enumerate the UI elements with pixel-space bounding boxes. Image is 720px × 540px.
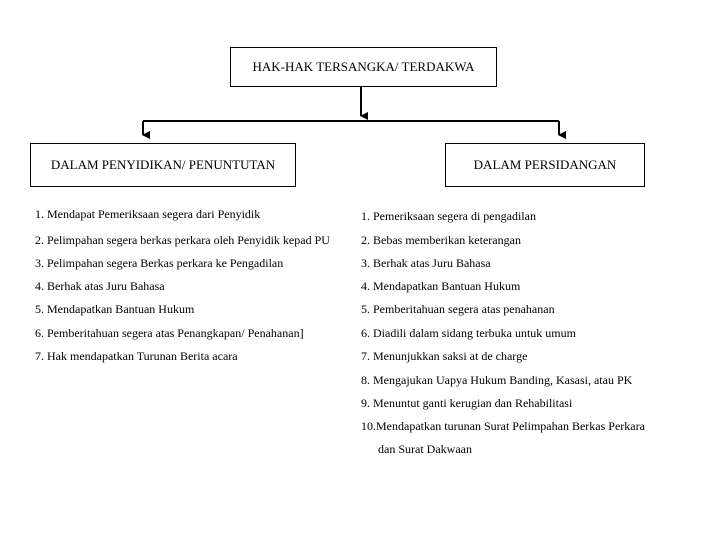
list-item-continuation: dan Surat Dakwaan xyxy=(378,442,472,456)
list-item: 6. Diadili dalam sidang terbuka untuk umum xyxy=(361,326,576,340)
list-item: 3. Berhak atas Juru Bahasa xyxy=(361,256,491,270)
list-item: 4. Mendapatkan Bantuan Hukum xyxy=(361,279,521,293)
list-item: 1. Pemeriksaan segera di pengadilan xyxy=(361,209,536,223)
list-item: 8. Mengajukan Uapya Hukum Banding, Kasasi, atau PK xyxy=(361,373,633,387)
left-branch-node xyxy=(30,143,296,187)
right-branch-node xyxy=(445,143,645,187)
list-item: 3. Pelimpahan segera Berkas perkara ke Pengadilan xyxy=(35,256,284,270)
list-item: 2. Bebas memberikan keterangan xyxy=(361,233,521,247)
root-node-label: HAK-HAK TERSANGKA/ TERDAKWA xyxy=(252,59,475,74)
list-item: 9. Menuntut ganti kerugian dan Rehabilitasi xyxy=(361,396,573,410)
right-branch-label: DALAM PERSIDANGAN xyxy=(473,157,617,172)
list-item: 5. Pemberitahuan segera atas penahanan xyxy=(361,302,555,316)
list-item: 2. Pelimpahan segera berkas perkara oleh Penyidik kepad PU xyxy=(35,233,330,247)
list-item: 7. Menunjukkan saksi at de charge xyxy=(361,349,528,363)
list-item: 4. Berhak atas Juru Bahasa xyxy=(35,279,165,293)
root-node xyxy=(230,47,497,87)
list-item: 6. Pemberitahuan segera atas Penangkapan/ Penahanan] xyxy=(35,326,304,340)
list-item: 1. Mendapat Pemeriksaan segera dari Penyidik xyxy=(35,207,261,221)
list-item: 7. Hak mendapatkan Turunan Berita acara xyxy=(35,349,238,363)
list-item: 5. Mendapatkan Bantuan Hukum xyxy=(35,302,195,316)
list-item: 10.Mendapatkan turunan Surat Pelimpahan Berkas Perkara xyxy=(361,419,645,433)
left-branch-label: DALAM PENYIDIKAN/ PENUNTUTAN xyxy=(50,157,276,172)
